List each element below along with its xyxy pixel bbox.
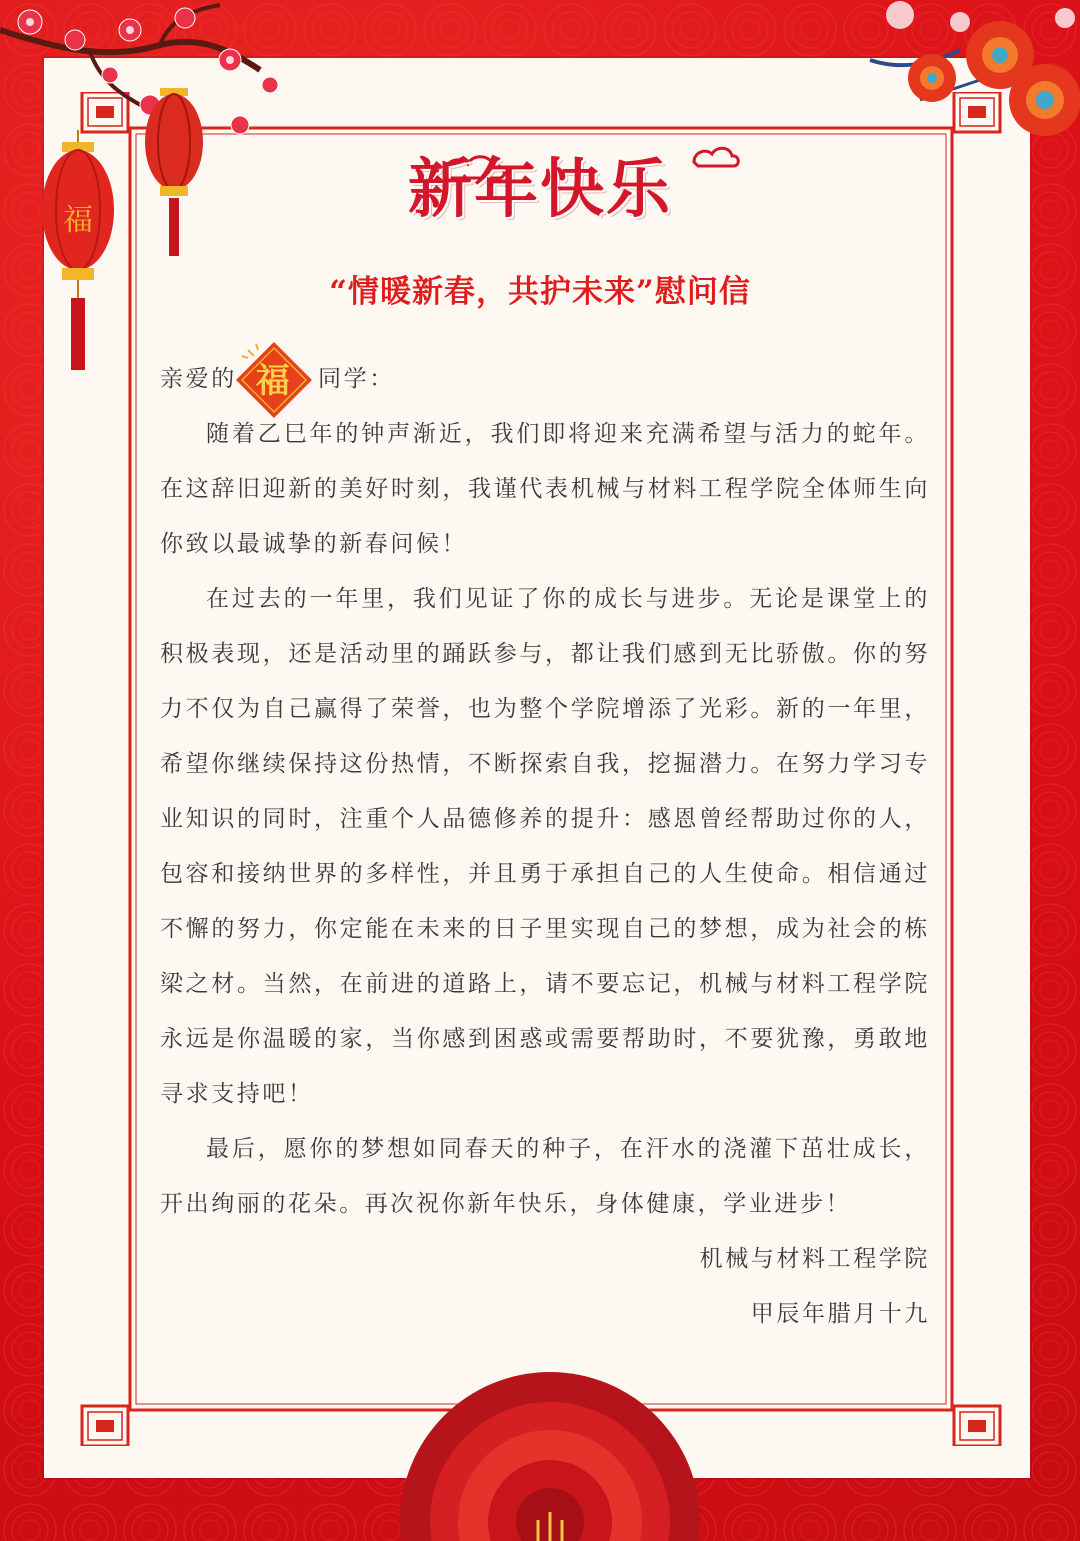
signature-date: 甲辰年腊月十九: [750, 1301, 930, 1327]
fu-diamond-icon: [234, 340, 314, 420]
title-banner: [0, 120, 1080, 230]
greeting-line: [160, 352, 930, 407]
greeting-prefix: 亲爱的: [160, 366, 237, 392]
letter-body: [160, 352, 930, 1342]
paragraph-3: 最后，愿你的梦想如同春天的种子，在汗水的浇灌下茁壮成长，开出绚丽的花朵。再次祝你新年快乐，身体健康，学业进步！: [160, 1136, 930, 1217]
lantern-label: 福: [63, 203, 93, 238]
greeting-suffix: 同学：: [318, 366, 395, 392]
fu-badge-label: 福: [255, 361, 293, 401]
letter-subtitle: “情暖新春，共护未来”慰问信: [329, 274, 751, 310]
flower-icon: [360, 1372, 740, 1541]
paragraph-2: 在过去的一年里，我们见证了你的成长与进步。无论是课堂上的积极表现，还是活动里的踊跃参与，都让我们感到无比骄傲。你的努力不仅为自己赢得了荣誉，也为整个学院增添了光彩。新的一年里，希望你继续保持这份热情，不断探索自我，挖掘潜力。在努力学习专业知识的同时，注重个人品德修养的提升：感恩曾经帮助过你的人，包容和接纳世界的多样性，并且勇于承担自己的人生使命。相信通过不懈的努力，你定能在未来的日子里实现自己的梦想，成为社会的栋梁之材。当然，在前进的道路上，请不要忘记，机械与材料工程学院永远是你温暖的家，当你感到困惑或需要帮助时，不要犹豫，勇敢地寻求支持吧！: [160, 586, 930, 1107]
page-title: 新年快乐: [408, 152, 672, 227]
paragraph-1: 随着乙巳年的钟声渐近，我们即将迎来充满希望与活力的蛇年。在这辞旧迎新的美好时刻，我谨代表机械与材料工程学院全体师生向你致以最诚挚的新春问候！: [160, 421, 930, 557]
signature: 机械与材料工程学院: [699, 1246, 930, 1272]
